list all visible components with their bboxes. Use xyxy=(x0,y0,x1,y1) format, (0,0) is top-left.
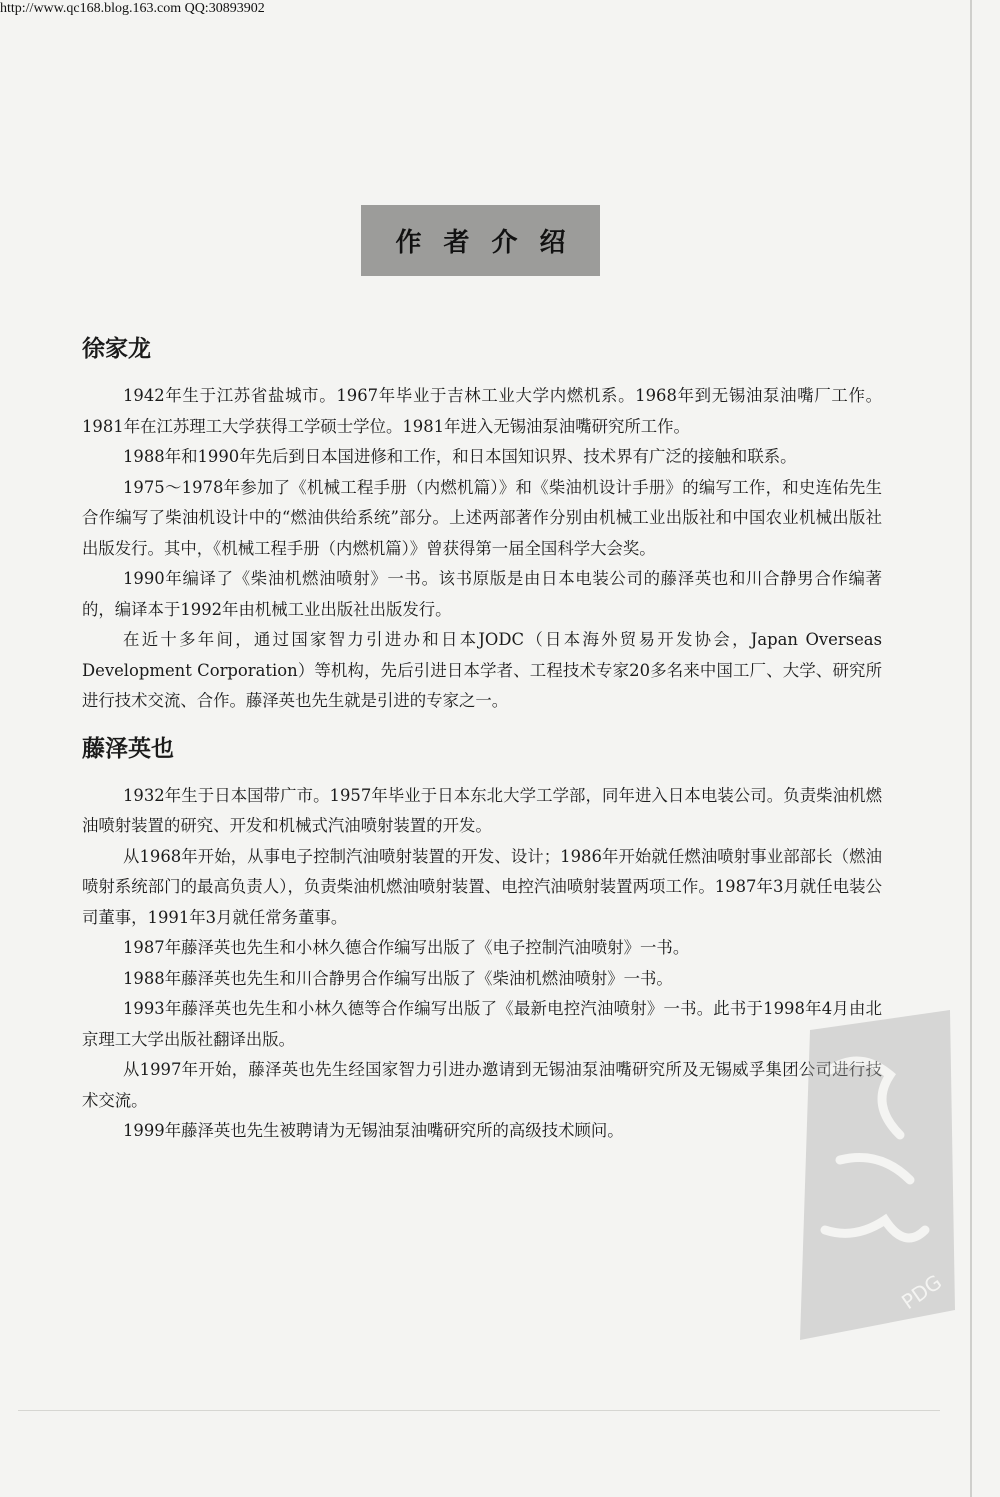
author-name: 藤泽英也 xyxy=(82,735,174,762)
source-url-header: http://www.qc168.blog.163.com QQ:30893902 xyxy=(0,1,265,16)
title-banner xyxy=(361,205,600,276)
watermark-label: PDG xyxy=(897,1269,947,1315)
page-title: 作者介绍 xyxy=(395,228,588,258)
bio-paragraph: 从1968年开始，从事电子控制汽油喷射装置的开发、设计；1986年开始就任燃油喷射事业部部长（燃油喷射系统部门的最高负责人），负责柴油机燃油喷射装置、电控汽油喷射装置两项工作。1987年3月就任电装公司董事，1991年3月就任常务董事。 xyxy=(82,846,882,927)
bio-paragraph: 1993年藤泽英也先生和小林久德等合作编写出版了《最新电控汽油喷射》一书。此书于1998年4月由北京理工大学出版社翻译出版。 xyxy=(82,999,882,1049)
main-content xyxy=(82,333,882,1147)
bio-paragraph: 从1997年开始，藤泽英也先生经国家智力引进办邀请到无锡油泵油嘴研究所及无锡威孚集团公司进行技术交流。 xyxy=(82,1060,882,1110)
bio-paragraph: 1987年藤泽英也先生和小林久德合作编写出版了《电子控制汽油喷射》一书。 xyxy=(123,938,690,957)
author-section-2 xyxy=(82,733,882,1147)
bio-paragraph: 1988年藤泽英也先生和川合静男合作编写出版了《柴油机燃油喷射》一书。 xyxy=(123,968,673,988)
bio-paragraph: 1988年和1990年先后到日本国进修和工作，和日本国知识界、技术界有广泛的接触和联系。 xyxy=(123,447,797,466)
page-bottom-rule xyxy=(18,1410,940,1411)
bio-paragraph: 1990年编译了《柴油机燃油喷射》一书。该书原版是由日本电装公司的藤泽英也和川合静男合作编著的，编译本于1992年由机械工业出版社出版发行。 xyxy=(82,569,882,619)
page-edge-line xyxy=(970,0,972,1497)
bio-paragraph: 1942年生于江苏省盐城市。1967年毕业于吉林工业大学内燃机系。1968年到无锡油泵油嘴厂工作。1981年在江苏理工大学获得工学硕士学位。1981年进入无锡油泵油嘴研究所工作。 xyxy=(82,386,882,436)
author-section-1 xyxy=(82,333,882,717)
library-seal-watermark xyxy=(790,1010,960,1340)
bio-paragraph: 1932年生于日本国带广市。1957年毕业于日本东北大学工学部，同年进入日本电装公司。负责柴油机燃油喷射装置的研究、开发和机械式汽油喷射装置的开发。 xyxy=(82,785,882,835)
bio-paragraph: 1999年藤泽英也先生被聘请为无锡油泵油嘴研究所的高级技术顾问。 xyxy=(123,1121,624,1140)
bio-paragraph: 在近十多年间，通过国家智力引进办和日本JODC（日本海外贸易开发协会，Japan Overseas Development Corporation）等机构，先后引进日本学者、工程技术专家20多名来中国工厂、大学、研究所进行技术交流、合作。藤泽英也先生就是引进的专家之一。 xyxy=(82,630,882,710)
bio-paragraph: 1975～1978年参加了《机械工程手册（内燃机篇）》和《柴油机设计手册》的编写工作，和史连佑先生合作编写了柴油机设计中的“燃油供给系统”部分。上述两部著作分别由机械工业出版社和中国农业机械出版社出版发行。其中，《机械工程手册（内燃机篇）》曾获得第一届全国科学大会奖。 xyxy=(82,477,882,558)
author-name: 徐家龙 xyxy=(82,336,151,362)
